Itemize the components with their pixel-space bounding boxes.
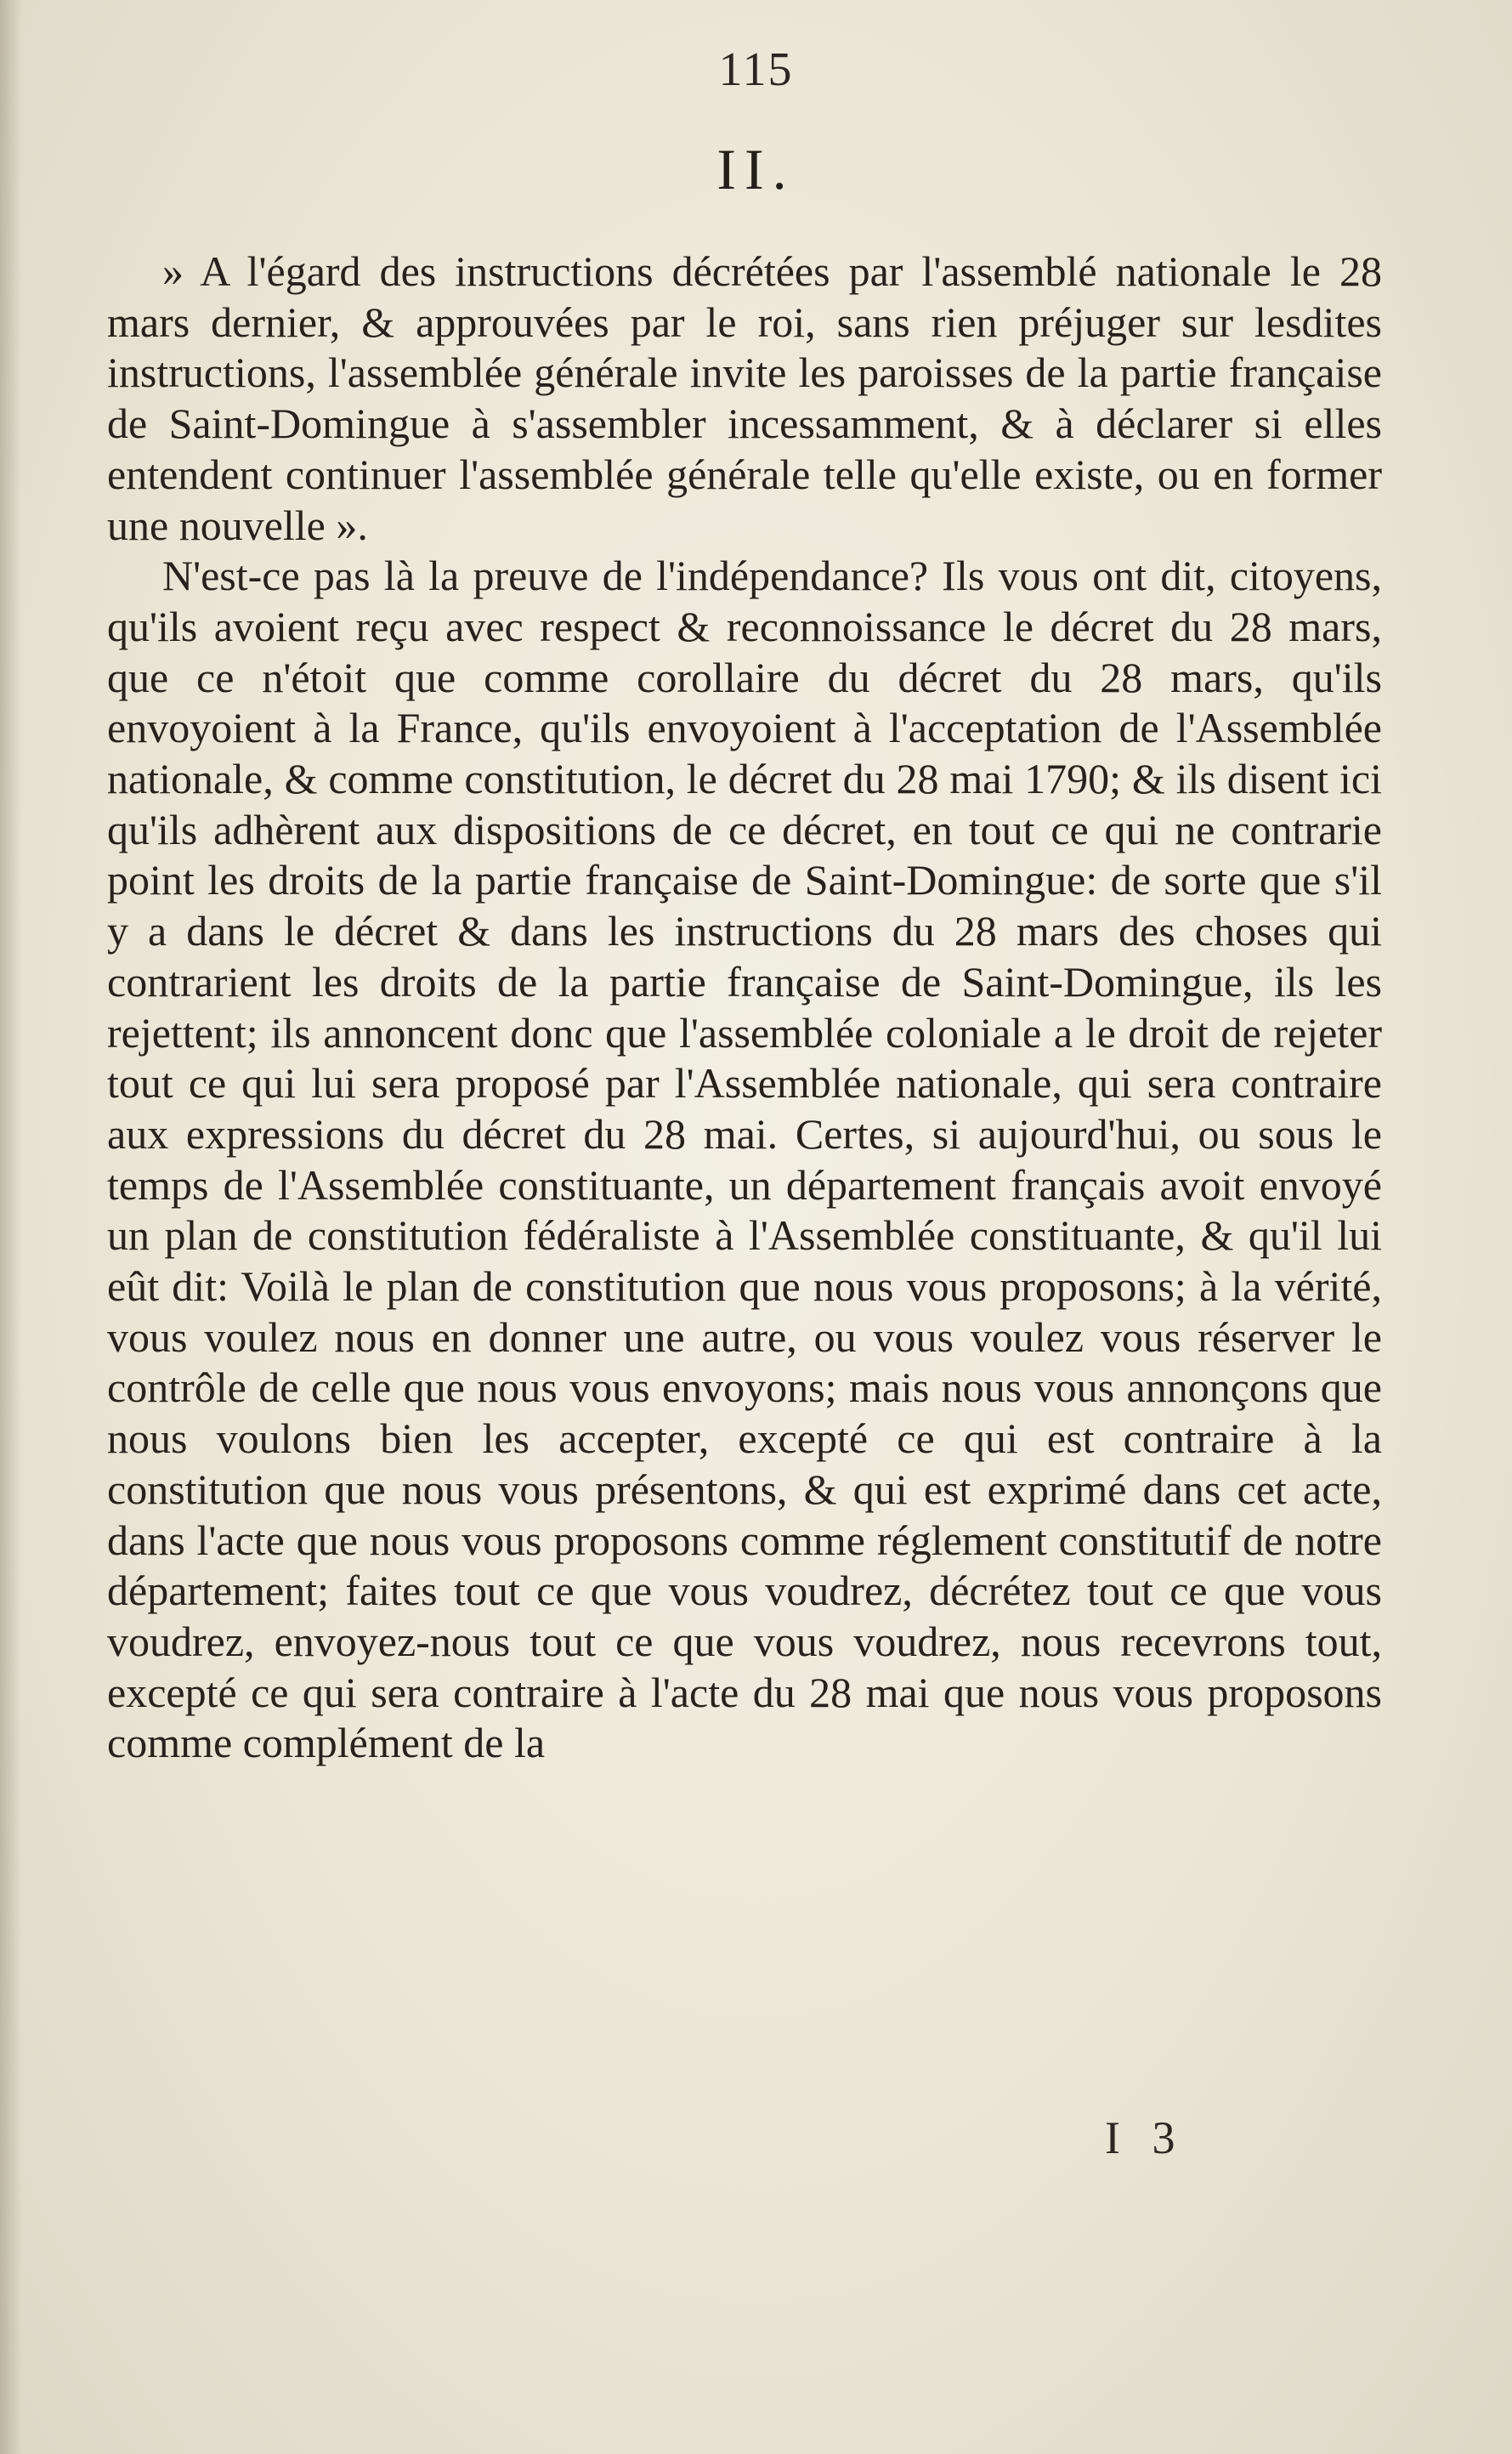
paragraph-quotation: » A l'égard des instructions décrétées par l'assemblé nationale le 28 mars dernier, & approuvées par le roi, sans rien préjuger sur lesdites instructions, l'assemblée générale invite les paroisses de la partie française de Saint-Domingue à s'assembler incessamment, & à déclarer si elles entendent continuer l'assemblée générale telle qu'elle existe, ou en former une nouvelle ». <box>107 247 1382 549</box>
body-text <box>107 247 1382 1769</box>
page-edge-shadow <box>0 0 22 2454</box>
section-heading: II. <box>716 137 796 201</box>
page-number: 115 <box>718 43 794 96</box>
paragraph-argument: N'est-ce pas là la preuve de l'indépendance? Ils vous ont dit, citoyens, qu'ils avoient reçu avec respect & reconnoissance le décret du 28 mars, que ce n'étoit que comme corollaire du décret du 28 mars, qu'ils envoyoient à la France, qu'ils envoyoient à l'acceptation de l'Assemblée nationale, & comme constitution, le décret du 28 mai 1790; & ils disent ici qu'ils adhèrent aux dispositions de ce décret, en tout ce qui ne contrarie point les droits de la partie française de Saint-Domingue: de sorte que s'il y a dans le décret & dans les instructions du 28 mars des choses qui contrarient les droits de la partie française de Saint-Domingue, ils les rejettent; ils annoncent donc que l'assemblée coloniale a le droit de rejeter tout ce qui lui sera proposé par l'Assemblée nationale, qui sera contraire aux expressions du décret du 28 mai. Certes, si aujourd'hui, ou sous le temps de l'Assemblée constituante, un département français avoit envoyé un plan de constitution fédéraliste à l'Assemblée constituante, & qu'il lui eût dit: Voilà le plan de constitution que nous vous proposons; à la vérité, vous voulez nous en donner une autre, ou vous voulez vous réserver le contrôle de celle que nous vous envoyons; mais nous vous annonçons que nous voulons bien les accepter, excepté ce qui est contraire à la constitution que nous vous présentons, & qui est exprimé dans cet acte, dans l'acte que nous vous proposons comme réglement constitutif de notre département; faites tout ce que vous voudrez, décrétez tout ce que vous voudrez, envoyez-nous tout ce que vous voudrez, nous recevrons tout, excepté ce qui sera contraire à l'acte du 28 mai que nous vous proposons comme complément de la <box>107 552 1382 1767</box>
signature-mark: I 3 <box>1105 2112 1186 2163</box>
